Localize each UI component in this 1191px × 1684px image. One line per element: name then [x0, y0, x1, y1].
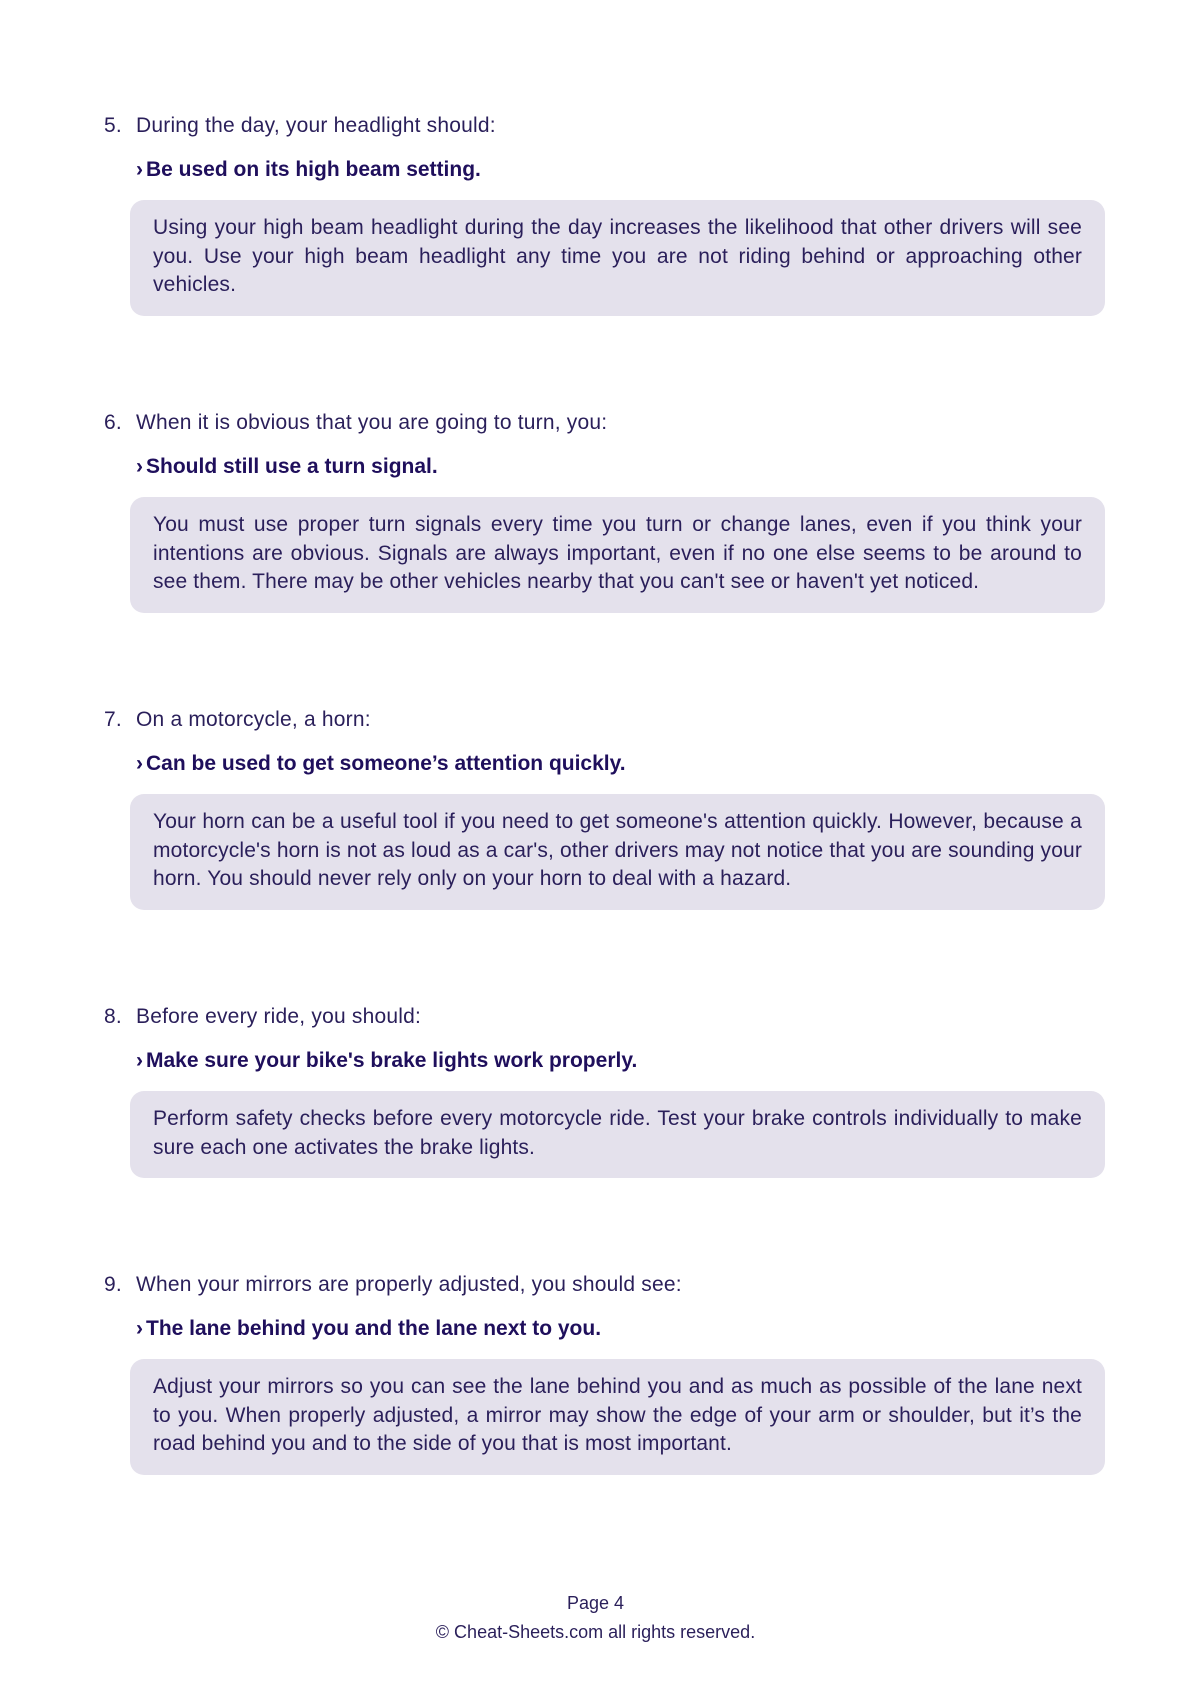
- question-line: [104, 1271, 1104, 1299]
- chevron-right-icon: ›: [136, 1049, 143, 1072]
- answer-line: [136, 156, 1104, 184]
- copyright-notice: © Cheat-Sheets.com all rights reserved.: [435, 1622, 756, 1642]
- answer-text: The lane behind you and the lane next to you.: [146, 1317, 602, 1340]
- answer-line: [136, 453, 1104, 481]
- question-number: 6.: [104, 411, 122, 434]
- question-number: 9.: [104, 1273, 122, 1296]
- answer-line: [136, 1047, 1104, 1075]
- chevron-right-icon: ›: [136, 752, 143, 775]
- question-line: [104, 1003, 1104, 1031]
- chevron-right-icon: ›: [136, 1317, 143, 1340]
- answer-text: Can be used to get someone’s attention quickly.: [146, 752, 626, 775]
- question-text: When it is obvious that you are going to turn, you:: [136, 411, 608, 434]
- question-text: On a motorcycle, a horn:: [136, 708, 371, 731]
- answer-line: [136, 1315, 1104, 1343]
- explanation-box: Adjust your mirrors so you can see the lane behind you and as much as possible of the lane next to you. When properly adjusted, a mirror may show the edge of your arm or shoulder, but it’s the road behind you and to the side of you that is most important.: [130, 1359, 1105, 1475]
- answer-text: Make sure your bike's brake lights work properly.: [146, 1049, 638, 1072]
- question-number: 8.: [104, 1005, 122, 1028]
- chevron-right-icon: ›: [136, 158, 143, 181]
- question-block: [104, 1003, 1104, 1178]
- answer-line: [136, 750, 1104, 778]
- explanation-box: Using your high beam headlight during the day increases the likelihood that other drivers will see you. Use your high beam headlight any time you are not riding behind or approaching other vehicles.: [130, 200, 1105, 316]
- question-text: Before every ride, you should:: [136, 1005, 421, 1028]
- question-text: When your mirrors are properly adjusted, you should see:: [136, 1273, 682, 1296]
- explanation-box: You must use proper turn signals every time you turn or change lanes, even if you think your intentions are obvious. Signals are always important, even if no one else seems to be around to see them. There may be other vehicles nearby that you can't see or haven't yet noticed.: [130, 497, 1105, 613]
- question-block: [104, 409, 1104, 613]
- answer-text: Be used on its high beam setting.: [146, 158, 481, 181]
- question-block: [104, 706, 1104, 910]
- question-line: [104, 409, 1104, 437]
- question-block: [104, 112, 1104, 316]
- page-footer: [0, 1589, 1191, 1647]
- question-line: [104, 706, 1104, 734]
- question-number: 5.: [104, 114, 122, 137]
- page-number: Page 4: [566, 1593, 625, 1613]
- question-text: During the day, your headlight should:: [136, 114, 496, 137]
- chevron-right-icon: ›: [136, 455, 143, 478]
- question-block: [104, 1271, 1104, 1475]
- answer-text: Should still use a turn signal.: [146, 455, 438, 478]
- explanation-box: Your horn can be a useful tool if you need to get someone's attention quickly. However, because a motorcycle's horn is not as loud as a car's, other drivers may not notice that you are sounding your horn. You should never rely only on your horn to deal with a hazard.: [130, 794, 1105, 910]
- question-line: [104, 112, 1104, 140]
- question-number: 7.: [104, 708, 122, 731]
- explanation-box: Perform safety checks before every motorcycle ride. Test your brake controls individually to make sure each one activates the brake lights.: [130, 1091, 1105, 1178]
